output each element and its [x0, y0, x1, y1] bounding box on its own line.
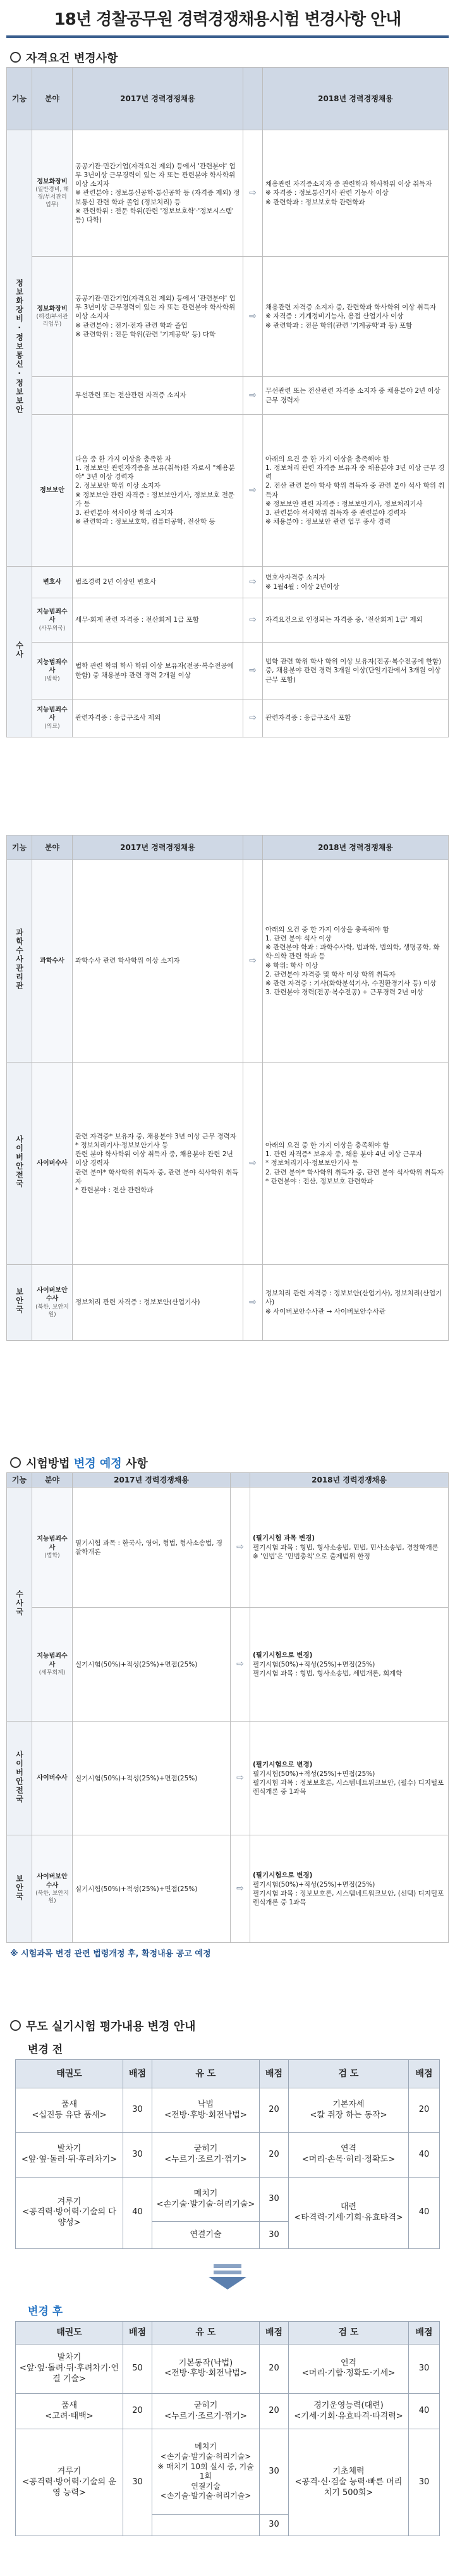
- table-cell: 기초체력 <공격·신·검술 능력·빠른 머리치기 500회>: [289, 2429, 409, 2536]
- old-exam: 실기시험(50%)+적성(25%)+면접(25%): [73, 1835, 231, 1943]
- arrow-right-icon: ⇨: [231, 1488, 250, 1608]
- arrow-right-icon: ⇨: [243, 377, 263, 415]
- field-label: 지능범죄수사: [37, 658, 68, 675]
- table-cell: [152, 2514, 260, 2536]
- table-cell: 50: [123, 2344, 152, 2393]
- table-row: [7, 598, 449, 643]
- new-requirement: 무선관련 또는 전산관련 자격증 소지자 중 채용분야 2년 이상 근무 경력자: [263, 377, 449, 415]
- field-sublabel: (해경/부서관리업무): [36, 314, 68, 328]
- new-exam-cell: [250, 1722, 449, 1835]
- col-header-function: 기능: [7, 68, 32, 130]
- table-cell: 대련 <타격력·기세·기회·유효타격>: [289, 2177, 409, 2248]
- field-label: 사이버수사: [32, 1063, 73, 1265]
- new-exam: 필기시험(50%)+적성(25%)+면접(25%) 필기시험 과목 : 형법, 형사소송법, 세법개론, 회계학: [253, 1660, 403, 1677]
- table-cell: 20: [123, 2394, 152, 2429]
- exam-change-note: ※ 시험과목 변경 관련 법령개정 후, 확정내용 공고 예정: [10, 1949, 211, 1959]
- field-cell: [32, 1488, 73, 1608]
- table-row: [16, 2177, 440, 2222]
- arrow-right-icon: ⇨: [243, 415, 263, 567]
- col-header-kendo: 검 도: [289, 2060, 409, 2088]
- field-label: 지능범죄수사: [37, 1536, 68, 1551]
- new-exam-cell: [250, 1835, 449, 1943]
- field-label: 지능범죄수사: [37, 608, 68, 624]
- qualifications-table: [6, 67, 449, 737]
- field-label: 정보화장비: [37, 305, 68, 312]
- field-label: 정보보안: [32, 415, 73, 567]
- new-requirement: 자격요건으로 인정되는 자격증 중, '전산회계 1급' 제외: [263, 598, 449, 643]
- table-cell: 30: [260, 2177, 289, 2222]
- table-cell: 발차기 <앞·옆·돌려·뒤·후려차기·연결 기술>: [16, 2344, 123, 2393]
- table-cell: 30: [409, 2429, 440, 2536]
- before-change-table: [15, 2059, 440, 2249]
- table-header-row: [7, 835, 449, 860]
- field-cell: [32, 130, 73, 257]
- arrow-header: [243, 835, 263, 860]
- section-qualifications-heading: [10, 49, 118, 66]
- table-cell: 기본자세 <칼 쥐장 하는 동작>: [289, 2088, 409, 2133]
- qualifications-table-continued: [6, 835, 449, 1341]
- table-cell: 30: [260, 2514, 289, 2536]
- table-header-row: [16, 2322, 440, 2345]
- category-label: 보안국: [15, 1288, 24, 1315]
- change-label: (필기시험으로 변경): [253, 1761, 313, 1769]
- table-row: [7, 377, 449, 415]
- col-header-function: 기능: [7, 835, 32, 860]
- arrow-right-icon: ⇨: [243, 598, 263, 643]
- new-requirement: 법학 관련 학위 학사 학위 이상 보유자(전공·복수전공에 한함) 중, 채용분야 관련 경력 3개월 이상(단일기관에서 3개월 이상 근무 포함): [263, 643, 449, 699]
- arrow-right-icon: ⇨: [243, 860, 263, 1063]
- field-label: 정보화장비: [37, 178, 68, 185]
- new-requirement: 아래의 요건 중 한 가지 이상을 충족해야 함 1. 정보처리 관련 자격증 보유자 중 채용분야 3년 이상 근무 경력 2. 전산 관련 분야 학사 학위 취득자 중 관련 분야 석사 학위 취득자 ※ 정보보안 관련 자격증 : 정보보안기사, 정보처리기사 3. 관련분야 석사학위 취득자 중 관련분야 경력자 ※ 채용분야 : 정보보안 관련 업무 종사 경력: [263, 415, 449, 567]
- table-row: [7, 567, 449, 598]
- table-header-row: [7, 1473, 449, 1488]
- category-cell: [7, 1063, 32, 1265]
- new-requirement: 아래의 요건 중 한 가지 이상을 충족해야 함 1. 관련 자격증* 보유자 중, 채용 분야 4년 이상 근무자 * 정보처리기사·정보보안기사 등 2. 관련 분야* 학사학위 취득자 중, 관련 분야 석사학위 취득자 * 관련분야 : 전산, 정보보호 관련학과: [263, 1063, 449, 1265]
- table-cell: 40: [409, 2133, 440, 2178]
- table-row: [7, 415, 449, 567]
- arrow-right-icon: ⇨: [243, 699, 263, 737]
- table-cell: 40: [123, 2177, 152, 2248]
- new-exam-cell: [250, 1608, 449, 1722]
- old-exam: 실기시험(50%)+적성(25%)+면접(25%): [73, 1722, 231, 1835]
- col-header-score: 배점: [123, 2060, 152, 2088]
- arrow-right-icon: ⇨: [243, 130, 263, 257]
- category-label: 보안국: [15, 1874, 24, 1901]
- section-heading-text: 자격요건 변경사항: [26, 52, 118, 65]
- col-header-2018: 2018년 경력경쟁채용: [263, 835, 449, 860]
- circle-bullet-icon: [10, 2020, 21, 2031]
- table-cell: 메치기 <손기술·발기술·허리기술> ※ 매치기 10회 실시 중, 기술 1회 연결기술 <손기술·발기술·허리기술>: [152, 2429, 260, 2515]
- arrow-right-icon: ⇨: [243, 1063, 263, 1265]
- table-row: [7, 1835, 449, 1943]
- old-requirement: 법조경력 2년 이상인 변호사: [73, 567, 243, 598]
- col-header-kendo: 검 도: [289, 2322, 409, 2345]
- col-header-taekwondo: 태권도: [16, 2060, 123, 2088]
- table-header-row: [16, 2060, 440, 2088]
- section-heading-text: 무도 실기시험 평가내용 변경 안내: [26, 2020, 196, 2033]
- table-cell: 20: [409, 2088, 440, 2133]
- table-row: [7, 1488, 449, 1608]
- col-header-score: 배점: [123, 2322, 152, 2345]
- old-requirement: 세무·회계 관련 자격증 : 전산회계 1급 포함: [73, 598, 243, 643]
- old-requirement: 법학 관련 학위 학사 학위 이상 보유자(전공·복수전공에 한함) 중 채용분야 관련 경력 2개월 이상: [73, 643, 243, 699]
- table-header-row: [7, 68, 449, 130]
- new-requirement: 정보처리 관련 자격증 : 정보보안(산업기사), 정보처리(산업기사) ※ 사이버보안수사관 → 사이버보안수사관: [263, 1265, 449, 1341]
- table-row: [16, 2429, 440, 2515]
- section-heading-accent: 변경 예정: [73, 1457, 122, 1470]
- field-label: 지능범죄수사: [37, 1653, 68, 1668]
- old-requirement: 무선관련 또는 전산관련 자격증 소지자: [73, 377, 243, 415]
- table-cell: 품새 <십진등 유단 품새>: [16, 2088, 123, 2133]
- table-cell: 20: [260, 2133, 289, 2178]
- col-header-2017: 2017년 경력경쟁채용: [73, 68, 243, 130]
- category-label: 사이버안전국: [15, 1750, 24, 1804]
- col-header-2017: 2017년 경력경쟁채용: [73, 835, 243, 860]
- old-requirement: 과학수사 관련 학사학위 이상 소지자: [73, 860, 243, 1063]
- field-cell: [32, 1265, 73, 1341]
- table-cell: 연격 <머리·기합·정확도·기세>: [289, 2344, 409, 2393]
- col-header-judo: 유 도: [152, 2060, 260, 2088]
- arrow-right-icon: ⇨: [243, 257, 263, 377]
- col-header-field: 분야: [32, 68, 73, 130]
- table-cell: 30: [260, 2222, 289, 2249]
- table-cell: 낙법 <전방·후방·회전낙법>: [152, 2088, 260, 2133]
- table-row: [16, 2344, 440, 2393]
- change-label: (필기시험 과목 변경): [253, 1534, 315, 1543]
- col-header-taekwondo: 태권도: [16, 2322, 123, 2345]
- field-sublabel: (북한, 보안지원): [35, 1303, 69, 1318]
- page-title: 18년 경찰공무원 경력경쟁채용시험 변경사항 안내: [54, 10, 401, 29]
- new-requirement: 채용관련 자격증 소지자 중, 관련학과 학사학위 이상 취득자 ※ 자격증 : 기계정비기능사, 용접 산업기사 이상 ※ 관련학과 : 전문 학위(관련 '기계공학'과 등) 포함: [263, 257, 449, 377]
- section-martial-arts-heading: [10, 2018, 196, 2034]
- table-cell: 30: [123, 2133, 152, 2178]
- table-cell: 연결기술: [152, 2222, 260, 2249]
- category-cell: [7, 1265, 32, 1341]
- table-cell: 40: [409, 2177, 440, 2248]
- old-requirement: 공공기관·민간기업(자격요건 제외) 등에서 '관련분야' 업무 3년이상 근무경력이 있는 자 또는 관련분야 학사학위 이상 소지자 ※ 관련분야 : 정보통신공학·통신공학 등 (자격증 제외) 정보통신 관련 학과 졸업 (정보처리) 등 ※ 관련학위 : 전문 학위(관련 '정보보호학'·'정보시스템' 등) 다학): [73, 130, 243, 257]
- table-cell: 발차기 <앞·옆·돌려·뒤·후려차기>: [16, 2133, 123, 2178]
- field-cell: [32, 1835, 73, 1943]
- table-cell: 40: [409, 2394, 440, 2429]
- new-requirement: 관련자격증 : 응급구조사 포함: [263, 699, 449, 737]
- col-header-2018: 2018년 경력경쟁채용: [263, 68, 449, 130]
- field-cell: [32, 643, 73, 699]
- old-requirement: 다음 중 한 가지 이상을 충족한 자 1. 정보보안 관련자격증을 보유(취득)한 자로서 "채용분야" 3년 이상 경력자 2. 정보보안 학위 이상 소지자 ※ 정보보안 관련 자격증 : 정보보안기사, 정보보호 전문가 등 3. 관련분야 석사이상 학위 소지자 ※ 관련학과 : 정보보호학, 컴퓨터공학, 전산학 등: [73, 415, 243, 567]
- table-cell: 기본동작(낙법) <전방·후방·회전낙법>: [152, 2344, 260, 2393]
- table-row: [7, 1608, 449, 1722]
- field-sublabel: (사무외국): [39, 625, 66, 632]
- category-cell: [7, 1722, 32, 1835]
- field-sublabel: (의료): [44, 723, 60, 730]
- arrow-right-icon: ⇨: [231, 1722, 250, 1835]
- category-label: 수사: [15, 641, 24, 660]
- category-cell: [7, 860, 32, 1063]
- category-label: 정보화장비·정보통신·정보보안: [15, 279, 24, 415]
- table-cell: 품새 <고려·태백>: [16, 2394, 123, 2429]
- arrow-header: [231, 1473, 250, 1488]
- after-change-table: [15, 2321, 440, 2536]
- new-requirement: 채용관련 자격증소지자 중 관련학과 학사학위 이상 취득자 ※ 자격증 : 정보통신기사 관련 기능사 이상 ※ 관련학과 : 정보보호학 관련학과: [263, 130, 449, 257]
- col-header-2017: 2017년 경력경쟁채용: [73, 1473, 231, 1488]
- circle-bullet-icon: [10, 1457, 21, 1468]
- table-row: [7, 1265, 449, 1341]
- field-sublabel: (북한, 보안지원): [35, 1890, 69, 1905]
- table-cell: 겨루기 <공격력·방어력·기술의 다양성>: [16, 2177, 123, 2248]
- table-row: [16, 2394, 440, 2429]
- section-exam-method-heading: [10, 1455, 148, 1471]
- table-cell: 30: [260, 2429, 289, 2515]
- table-cell: 메치기 <손기술·발기술·허리기술>: [152, 2177, 260, 2222]
- field-cell: [32, 1608, 73, 1722]
- old-exam: 필기시험 과목 : 한국사, 영어, 형법, 형사소송법, 경찰학개론: [73, 1488, 231, 1608]
- category-label: 사이버안전국: [15, 1135, 24, 1189]
- new-exam: 필기시험 과목 : 형법, 형사소송법, 민법, 민사소송법, 경찰학개론 ※ '인법'은 '민법총칙'으로 출제범위 한정: [253, 1543, 439, 1560]
- field-label: 변호사: [32, 567, 73, 598]
- col-header-score: 배점: [409, 2322, 440, 2345]
- table-cell: 30: [123, 2429, 152, 2536]
- new-exam: 필기시험(50%)+적성(25%)+면접(25%) 필기시험 과목 : 정보보호론, 시스템네트워크보안, (선택) 디지털포렌식개론 중 1과목: [253, 1880, 444, 1906]
- arrow-right-icon: ⇨: [231, 1835, 250, 1943]
- after-change-title: 변경 후: [28, 2305, 63, 2318]
- old-requirement: 관련 자격증* 보유자 중, 채용분야 3년 이상 근무 경력자 * 정보처리기사·정보보안기사 등 관련 분야 학사학위 이상 취득자 중, 채용분야 관련 2년 이상 경력자 관련 분야* 학사학위 취득자 중, 관련 분야 석사학위 취득자 * 관련분야 : 전산 관련학과: [73, 1063, 243, 1265]
- category-cell: [7, 130, 32, 567]
- table-row: [16, 2088, 440, 2133]
- field-cell: [32, 699, 73, 737]
- section-heading-text: 시험방법: [26, 1457, 74, 1470]
- field-label: 사이버보안수사: [37, 1873, 68, 1889]
- new-exam: 필기시험(50%)+적성(25%)+면접(25%) 필기시험 과목 : 정보보호론, 시스템네트워크보안, (필수) 디지털포렌식개론 중 1과목: [253, 1770, 444, 1796]
- table-row: [16, 2133, 440, 2178]
- field-label: 사이버보안수사: [37, 1286, 68, 1303]
- col-header-score: 배점: [409, 2060, 440, 2088]
- table-cell: 20: [260, 2344, 289, 2393]
- table-cell: 20: [260, 2394, 289, 2429]
- field-cell: [32, 598, 73, 643]
- page-title-banner: [0, 0, 455, 38]
- arrow-right-icon: ⇨: [243, 643, 263, 699]
- col-header-score: 배점: [260, 2322, 289, 2345]
- table-cell: 겨루기 <공격력·방어력·기술의 운영 능력>: [16, 2429, 123, 2536]
- before-change-title: 변경 전: [28, 2043, 63, 2056]
- section-heading-suffix: 사항: [125, 1457, 148, 1470]
- arrow-right-icon: ⇨: [231, 1608, 250, 1722]
- table-cell: 30: [409, 2344, 440, 2393]
- change-label: (필기시험으로 변경): [253, 1651, 313, 1660]
- arrow-right-icon: ⇨: [243, 567, 263, 598]
- table-row: [7, 699, 449, 737]
- new-requirement: 변호사자격증 소지자 ※ 1월4월 : 이상 2년이상: [263, 567, 449, 598]
- field-label: 사이버수사: [32, 1722, 73, 1835]
- change-label: (필기시험으로 변경): [253, 1871, 313, 1880]
- col-header-field: 분야: [32, 835, 73, 860]
- down-arrow-icon: [209, 2264, 246, 2289]
- table-cell: 20: [260, 2088, 289, 2133]
- category-cell: [7, 1488, 32, 1722]
- category-cell: [7, 567, 32, 737]
- category-label: 과학수사관리관: [15, 928, 24, 991]
- field-label: 과학수사: [32, 860, 73, 1063]
- table-row: [7, 257, 449, 377]
- field-cell: [32, 377, 73, 415]
- old-exam: 실기시험(50%)+적성(25%)+면접(25%): [73, 1608, 231, 1722]
- table-cell: 굳히기 <누르기·조르기·꺾기>: [152, 2133, 260, 2178]
- field-sublabel: (세무회계): [39, 1670, 66, 1677]
- table-cell: 경기운영능력(대련) <기세·기회·유효타격·타격력>: [289, 2394, 409, 2429]
- new-requirement: 아래의 요건 중 한 가지 이상을 충족해야 함 1. 관련 분야 석사 이상 ※ 관련분야 학과 : 과학수사학, 법과학, 법의학, 생명공학, 화학·의학 관련 학과 등 ※ 학위: 학사 이상 2. 관련분야 자격증 및 학사 이상 학위 취득자 ※ 관련 자격증 : 기사(화학분석기사, 수질환경기사 등) 이상 3. 관련분야 경력(전공·복수전공) + 근무경력 2년 이상: [263, 860, 449, 1063]
- table-row: [7, 1063, 449, 1265]
- title-underline: [6, 35, 449, 38]
- field-label: 지능범죄수사: [37, 706, 68, 722]
- old-requirement: 정보처리 관련 자격증 : 정보보안(산업기사): [73, 1265, 243, 1341]
- arrow-header: [243, 68, 263, 130]
- field-sublabel: (법학): [44, 1553, 60, 1560]
- field-sublabel: (일반경비, 해경/부서관리업무): [35, 187, 69, 209]
- field-cell: [32, 257, 73, 377]
- circle-bullet-icon: [10, 52, 21, 63]
- new-exam-cell: [250, 1488, 449, 1608]
- table-cell: 굳히기 <누르기·조르기·꺾기>: [152, 2394, 260, 2429]
- field-sublabel: (법학): [44, 675, 60, 682]
- col-header-judo: 유 도: [152, 2322, 260, 2345]
- col-header-field: 분야: [32, 1473, 73, 1488]
- col-header-2018: 2018년 경력경쟁채용: [250, 1473, 449, 1488]
- col-header-score: 배점: [260, 2060, 289, 2088]
- old-requirement: 공공기관·민간기업(자격요건 제외) 등에서 '관련분야' 업무 3년이상 근무경력이 있는 자 또는 관련분야 학사학위 이상 소지자 ※ 관련분야 : 전기·전자 관련 학과 졸업 ※ 관련학위 : 전문 학위(관련 '기계공학' 등) 다학: [73, 257, 243, 377]
- category-label: 수사국: [15, 1589, 24, 1617]
- table-row: [7, 643, 449, 699]
- table-row: [7, 860, 449, 1063]
- table-row: [7, 1722, 449, 1835]
- old-requirement: 관련자격증 : 응급구조사 제외: [73, 699, 243, 737]
- exam-method-table: [6, 1472, 449, 1943]
- category-cell: [7, 1835, 32, 1943]
- arrow-right-icon: ⇨: [243, 1265, 263, 1341]
- table-cell: 30: [123, 2088, 152, 2133]
- col-header-function: 기능: [7, 1473, 32, 1488]
- table-cell: 연격 <머리·손목·허리·정확도>: [289, 2133, 409, 2178]
- table-row: [7, 130, 449, 257]
